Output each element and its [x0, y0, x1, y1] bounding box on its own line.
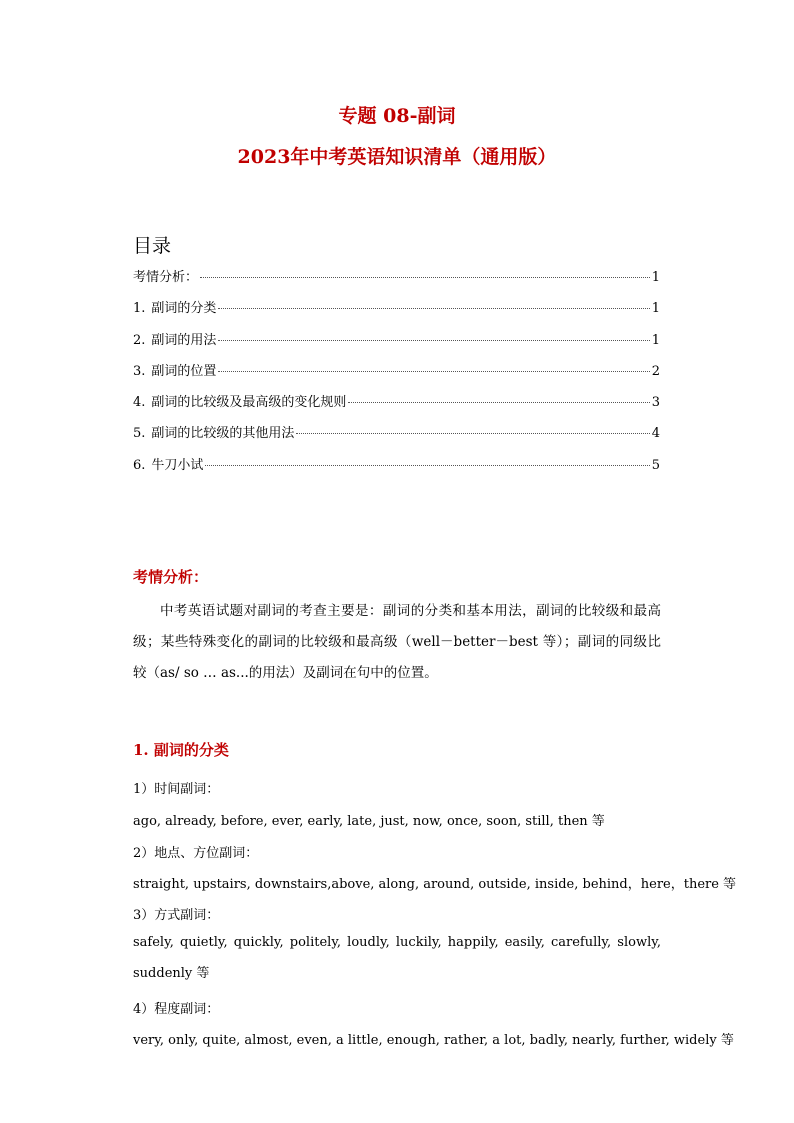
- toc-page-number: 1: [651, 332, 660, 348]
- analysis-paragraph: 中考英语试题对副词的考查主要是：副词的分类和基本用法，副词的比较级和最高级；某些特殊变化的副词的比较级和最高级（well－better－best 等）；副词的同级比较（as/ so … as...的用法）及副词在句中的位置。: [133, 603, 661, 681]
- toc-item[interactable]: [133, 360, 660, 391]
- toc-item[interactable]: [133, 391, 660, 422]
- toc-item-number: 3.: [133, 363, 146, 379]
- toc-leader-dots: [218, 371, 649, 372]
- toc-leader-dots: [296, 433, 649, 434]
- subheading-manner-adverbs: 3）方式副词：: [133, 908, 220, 923]
- toc-item-label: 牛刀小试: [151, 457, 204, 473]
- table-of-contents: [133, 266, 660, 485]
- toc-item-number: 2.: [133, 332, 146, 348]
- place-adverbs-list: straight, upstairs, downstairs,above, along, around, outside, inside, behind，here，there 等: [133, 877, 737, 892]
- toc-heading: 目录: [133, 235, 172, 257]
- document-title: 专题 08-副词: [338, 105, 456, 127]
- toc-item[interactable]: [133, 266, 660, 297]
- time-adverbs-list: ago, already, before, ever, early, late, just, now, once, soon, still, then 等: [133, 814, 605, 829]
- toc-page-number: 1: [651, 270, 660, 285]
- degree-adverbs-list: very, only, quite, almost, even, a little, enough, rather, a lot, badly, nearly, further, widely 等: [133, 1033, 734, 1048]
- toc-leader-dots: [218, 308, 649, 309]
- toc-item-number: 4.: [133, 395, 146, 411]
- subheading-degree-adverbs: 4）程度副词：: [133, 1002, 220, 1017]
- toc-leader-dots: [200, 277, 650, 278]
- toc-item[interactable]: [133, 329, 660, 360]
- toc-item-label: 考情分析：: [133, 270, 199, 285]
- toc-item-label: 副词的分类: [151, 301, 217, 317]
- toc-leader-dots: [205, 465, 649, 466]
- manner-adverbs-list: safely, quietly, quickly, politely, loudly, luckily, happily, easily, carefully, slowly, suddenly 等: [133, 935, 661, 981]
- toc-item-number: 6.: [133, 457, 146, 473]
- toc-item-label: 副词的位置: [151, 363, 217, 379]
- toc-item-label: 副词的用法: [151, 332, 217, 348]
- toc-item[interactable]: [133, 454, 660, 485]
- toc-leader-dots: [218, 340, 649, 341]
- subheading-place-adverbs: 2）地点、方位副词：: [133, 846, 259, 861]
- toc-item[interactable]: [133, 422, 660, 453]
- toc-page-number: 5: [651, 457, 660, 473]
- document-subtitle: 2023年中考英语知识清单（通用版）: [237, 146, 557, 168]
- toc-page-number: 4: [651, 426, 660, 442]
- toc-item[interactable]: [133, 297, 660, 328]
- toc-leader-dots: [348, 402, 649, 403]
- analysis-heading: 考情分析：: [133, 568, 209, 586]
- section-heading-adverb-types: 1. 副词的分类: [133, 741, 229, 759]
- toc-item-number: 1.: [133, 301, 146, 317]
- toc-page-number: 3: [651, 395, 660, 411]
- toc-item-label: 副词的比较级及最高级的变化规则: [151, 395, 347, 411]
- subheading-time-adverbs: 1）时间副词：: [133, 782, 220, 797]
- toc-item-number: 5.: [133, 426, 146, 442]
- toc-page-number: 1: [651, 301, 660, 317]
- toc-item-label: 副词的比较级的其他用法: [151, 426, 295, 442]
- toc-page-number: 2: [651, 363, 660, 379]
